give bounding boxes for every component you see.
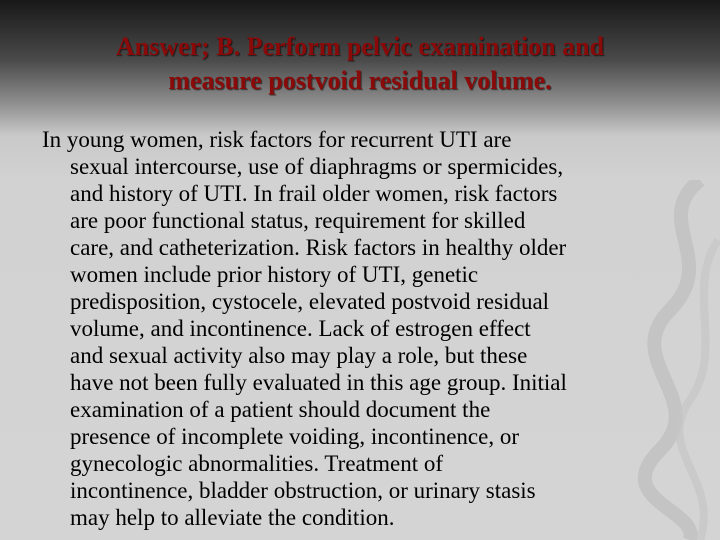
body-line: have not been fully evaluated in this age group. Initial — [70, 370, 567, 395]
body-line: predisposition, cystocele, elevated postvoid residual — [70, 289, 550, 314]
body-line: are poor functional status, requirement for skilled — [70, 208, 526, 233]
title-line: Answer; B. Perform pelvic examination and — [115, 32, 605, 61]
body-line: presence of incomplete voiding, incontinence, or — [70, 424, 519, 449]
body-line: and sexual activity also may play a role, but these — [70, 343, 528, 368]
body-line: and history of UTI. In frail older women, risk factors — [70, 181, 558, 206]
body-line: sexual intercourse, use of diaphragms or spermicides, — [70, 154, 564, 179]
body-line: volume, and incontinence. Lack of estrogen effect — [70, 316, 531, 341]
body-line: In young women, risk factors for recurrent UTI are — [42, 127, 512, 152]
body-line: women include prior history of UTI, genetic — [70, 262, 479, 287]
slide-body-text — [42, 126, 692, 531]
body-line: care, and catheterization. Risk factors in healthy older — [70, 235, 567, 260]
body-line: gynecologic abnormalities. Treatment of — [70, 451, 444, 476]
slide-title — [20, 30, 700, 98]
title-line: measure postvoid residual volume. — [168, 66, 552, 95]
body-line: incontinence, bladder obstruction, or urinary stasis — [70, 478, 536, 503]
body-line: examination of a patient should document the — [70, 397, 491, 422]
body-line: may help to alleviate the condition. — [70, 505, 395, 530]
